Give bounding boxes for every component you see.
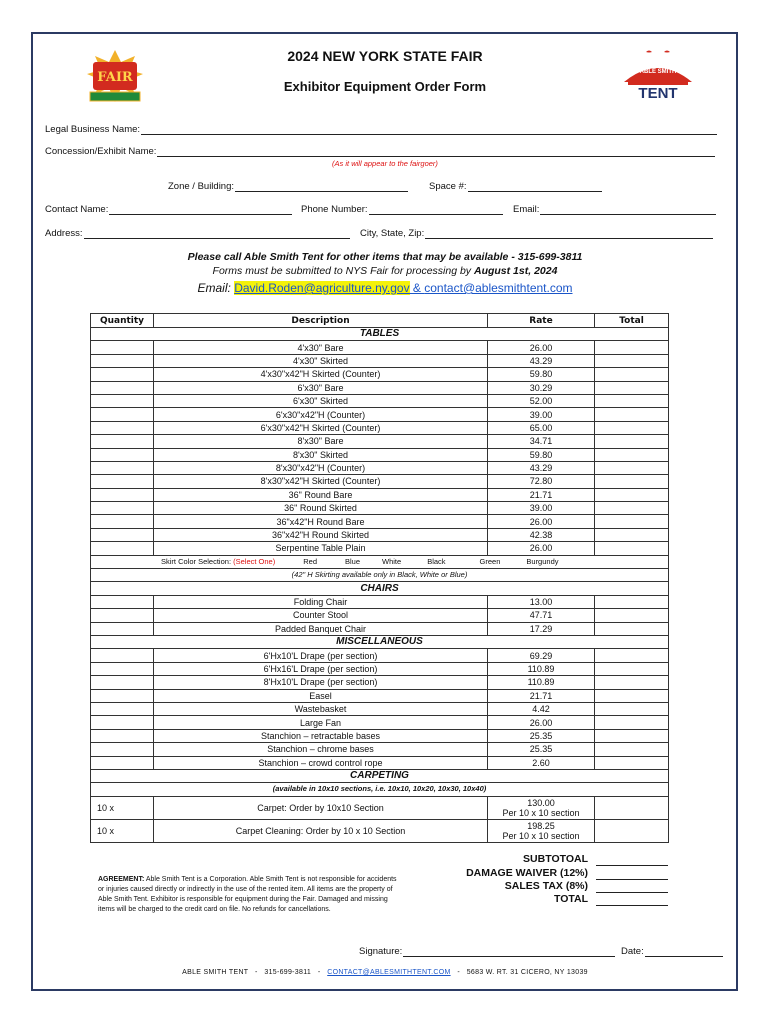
rate-cell: 26.00	[488, 515, 595, 528]
rate-cell: 59.80	[488, 368, 595, 381]
description-cell: 8'x30" Bare	[154, 435, 488, 448]
subtotal-label: SUBTOTOAL	[523, 853, 588, 865]
notice-deadline	[0, 265, 770, 277]
description-cell: Serpentine Table Plain	[154, 542, 488, 555]
quantity-cell[interactable]	[91, 341, 154, 354]
table-row	[91, 461, 669, 474]
phone-field[interactable]	[301, 204, 503, 215]
signature-line[interactable]	[403, 946, 615, 957]
table-row	[91, 676, 669, 689]
waiver-label: DAMAGE WAIVER (12%)	[466, 867, 588, 879]
skirt-color-cell	[91, 555, 669, 568]
carpet-note-row	[91, 783, 669, 796]
rate-cell: 2.60	[488, 756, 595, 769]
chairs-section-title: CHAIRS	[91, 582, 669, 595]
notice-emails	[0, 281, 770, 295]
rate-cell: 4.42	[488, 702, 595, 715]
description-cell: 36" Round Skirted	[154, 502, 488, 515]
email-field[interactable]	[513, 204, 716, 215]
quantity-cell[interactable]	[91, 421, 154, 434]
total-cell[interactable]	[595, 542, 669, 555]
contact-name-field[interactable]	[45, 204, 292, 215]
description-cell: Stanchion – retractable bases	[154, 729, 488, 742]
skirt-note: (42" H Skirting available only in Black, White or Blue)	[91, 569, 669, 582]
concession-note: (As it will appear to the fairgoer)	[332, 159, 438, 168]
total-cell[interactable]	[595, 729, 669, 742]
rate-cell: 39.00	[488, 408, 595, 421]
total-cell[interactable]	[595, 676, 669, 689]
total-cell[interactable]	[595, 622, 669, 635]
contact-name-line[interactable]	[109, 204, 292, 215]
footer-email-link[interactable]: CONTACT@ABLESMITHTENT.COM	[327, 969, 451, 976]
quantity-cell[interactable]	[91, 649, 154, 662]
description-cell: 6'x30" Bare	[154, 381, 488, 394]
rate-cell: 26.00	[488, 716, 595, 729]
total-cell[interactable]	[595, 528, 669, 541]
rate-cell: 13.00	[488, 595, 595, 608]
total-cell[interactable]	[595, 488, 669, 501]
address-field[interactable]	[45, 228, 350, 239]
phone-label: Phone Number:	[301, 204, 368, 215]
total-cell[interactable]	[595, 461, 669, 474]
zone-line[interactable]	[235, 181, 408, 192]
skirt-note-row	[91, 569, 669, 582]
carpet-rate-value: 130.00	[527, 797, 555, 808]
table-row	[91, 689, 669, 702]
carpet-quantity-cell[interactable]: 10 x	[91, 796, 154, 819]
rate-cell: 110.89	[488, 662, 595, 675]
city-label: City, State, Zip:	[360, 228, 425, 239]
skirt-color-select-note: (Select One)	[233, 556, 276, 566]
space-label: Space #:	[429, 181, 467, 192]
footer-sep-3: -	[457, 969, 460, 976]
quantity-cell[interactable]	[91, 542, 154, 555]
table-row	[91, 341, 669, 354]
table-row	[91, 702, 669, 715]
total-cell[interactable]	[595, 502, 669, 515]
table-row	[91, 743, 669, 756]
description-cell: 4'x30" Bare	[154, 341, 488, 354]
quantity-cell[interactable]	[91, 368, 154, 381]
footer-phone: 315-699-3811	[264, 969, 312, 976]
description-cell: 6'x30" Skirted	[154, 394, 488, 407]
order-table	[90, 313, 669, 843]
skirt-color-option-blue[interactable]: Blue	[345, 556, 361, 566]
quantity-cell[interactable]	[91, 756, 154, 769]
rate-cell: 17.29	[488, 622, 595, 635]
table-row	[91, 435, 669, 448]
table-row	[91, 394, 669, 407]
footer-company: ABLE SMITH TENT	[182, 969, 249, 976]
carpet-total-cell[interactable]	[595, 796, 669, 819]
tax-label: SALES TAX (8%)	[504, 880, 588, 892]
quantity-cell[interactable]	[91, 461, 154, 474]
logo-brand-top: ABLE SMITH	[639, 69, 677, 75]
space-field[interactable]	[429, 181, 602, 192]
quantity-cell[interactable]	[91, 595, 154, 608]
description-cell: 6'x30"x42"H Skirted (Counter)	[154, 421, 488, 434]
table-row	[91, 528, 669, 541]
email-line[interactable]	[540, 204, 716, 215]
carpet-description-cell: Carpet Cleaning: Order by 10 x 10 Section	[154, 819, 488, 842]
footer	[0, 969, 770, 976]
tables-section-title: TABLES	[91, 328, 669, 341]
quantity-cell[interactable]	[91, 394, 154, 407]
quantity-cell[interactable]	[91, 702, 154, 715]
email-label: Email:	[513, 204, 540, 215]
total-line[interactable]	[596, 893, 668, 911]
rate-cell: 43.29	[488, 354, 595, 367]
total-cell[interactable]	[595, 381, 669, 394]
email-link-fair[interactable]: David.Roden@agriculture.ny.gov	[234, 281, 410, 295]
total-cell[interactable]	[595, 743, 669, 756]
table-row	[91, 662, 669, 675]
description-cell: Padded Banquet Chair	[154, 622, 488, 635]
description-cell: 8'x30" Skirted	[154, 448, 488, 461]
date-label: Date:	[621, 946, 644, 957]
concession-name-field[interactable]	[45, 146, 715, 157]
address-label: Address:	[45, 228, 83, 239]
skirt-color-option-burgundy[interactable]: Burgundy	[526, 556, 559, 566]
description-cell: Folding Chair	[154, 595, 488, 608]
skirt-color-option-red[interactable]: Red	[303, 556, 317, 566]
total-cell[interactable]	[595, 354, 669, 367]
carpet-rate-cell	[488, 796, 595, 819]
quantity-cell[interactable]	[91, 502, 154, 515]
notice-email-label: Email:	[197, 281, 235, 295]
carpet-quantity-cell[interactable]: 10 x	[91, 819, 154, 842]
header-total: Total	[595, 314, 669, 328]
city-field[interactable]	[360, 228, 713, 239]
description-cell: 4'x30"x42"H Skirted (Counter)	[154, 368, 488, 381]
total-cell[interactable]	[595, 408, 669, 421]
description-cell: Counter Stool	[154, 609, 488, 622]
footer-sep-2: -	[317, 969, 321, 976]
table-row	[91, 515, 669, 528]
notice-deadline-date: August 1st, 2024	[473, 265, 558, 277]
carpet-description-cell: Carpet: Order by 10x10 Section	[154, 796, 488, 819]
table-row	[91, 542, 669, 555]
description-cell: 8'x30"x42"H (Counter)	[154, 461, 488, 474]
quantity-cell[interactable]	[91, 528, 154, 541]
total-cell[interactable]	[595, 368, 669, 381]
carpet-row	[91, 796, 669, 819]
rate-cell: 39.00	[488, 502, 595, 515]
signature-label: Signature:	[359, 946, 403, 957]
total-cell[interactable]	[595, 716, 669, 729]
table-row	[91, 488, 669, 501]
table-row	[91, 448, 669, 461]
rate-cell: 26.00	[488, 341, 595, 354]
skirt-color-option-black[interactable]: Black	[427, 556, 446, 566]
carpet-row	[91, 819, 669, 842]
rate-cell: 52.00	[488, 394, 595, 407]
email-amp: &	[409, 281, 425, 295]
description-cell: Large Fan	[154, 716, 488, 729]
carpet-rate-unit: Per 10 x 10 section	[502, 830, 580, 841]
carpet-rate-value: 198.25	[527, 820, 555, 831]
carpet-rate-unit: Per 10 x 10 section	[502, 807, 580, 818]
description-cell: 4'x30" Skirted	[154, 354, 488, 367]
total-cell[interactable]	[595, 662, 669, 675]
address-line[interactable]	[84, 228, 350, 239]
header-quantity: Quantity	[91, 314, 154, 328]
rate-cell: 47.71	[488, 609, 595, 622]
rate-cell: 65.00	[488, 421, 595, 434]
agreement-label: AGREEMENT:	[98, 876, 145, 883]
agreement-text	[98, 875, 398, 915]
skirt-color-option-green[interactable]: Green	[479, 556, 501, 566]
total-cell[interactable]	[595, 394, 669, 407]
concession-name-line[interactable]	[157, 146, 715, 157]
description-cell: 8'x30"x42"H Skirted (Counter)	[154, 475, 488, 488]
legal-business-name-label: Legal Business Name:	[45, 124, 141, 135]
table-row	[91, 622, 669, 635]
total-cell[interactable]	[595, 609, 669, 622]
table-row	[91, 716, 669, 729]
total-cell[interactable]	[595, 421, 669, 434]
date-line[interactable]	[645, 946, 723, 957]
total-cell[interactable]	[595, 702, 669, 715]
quantity-cell[interactable]	[91, 488, 154, 501]
quantity-cell[interactable]	[91, 662, 154, 675]
rate-cell: 34.71	[488, 435, 595, 448]
quantity-cell[interactable]	[91, 729, 154, 742]
logo-brand-bottom: TENT	[638, 85, 678, 102]
concession-name-label: Concession/Exhibit Name:	[45, 146, 157, 157]
skirt-color-row	[91, 555, 669, 568]
total-cell[interactable]	[595, 435, 669, 448]
description-cell: 6'Hx10'L Drape (per section)	[154, 649, 488, 662]
table-row	[91, 354, 669, 367]
description-cell: 6'x30"x42"H (Counter)	[154, 408, 488, 421]
description-cell: 6'Hx16'L Drape (per section)	[154, 662, 488, 675]
total-cell[interactable]	[595, 649, 669, 662]
zone-label: Zone / Building:	[168, 181, 235, 192]
signature-field[interactable]	[359, 946, 615, 957]
page-subtitle: Exhibitor Equipment Order Form	[283, 79, 487, 94]
legal-business-name-line[interactable]	[141, 124, 717, 135]
table-row	[91, 368, 669, 381]
description-cell: Wastebasket	[154, 702, 488, 715]
table-row	[91, 381, 669, 394]
description-cell: 36"x42"H Round Skirted	[154, 528, 488, 541]
table-row	[91, 421, 669, 434]
header-rate: Rate	[488, 314, 595, 328]
contact-name-label: Contact Name:	[45, 204, 109, 215]
table-header-row	[91, 314, 669, 328]
footer-sep-1: -	[255, 969, 258, 976]
total-cell[interactable]	[595, 515, 669, 528]
quantity-cell[interactable]	[91, 408, 154, 421]
rate-cell: 21.71	[488, 488, 595, 501]
rate-cell: 25.35	[488, 729, 595, 742]
total-label: TOTAL	[553, 893, 588, 905]
quantity-cell[interactable]	[91, 743, 154, 756]
quantity-cell[interactable]	[91, 689, 154, 702]
legal-business-name-field[interactable]	[45, 124, 717, 135]
chairs-section-row	[91, 582, 669, 595]
table-row	[91, 595, 669, 608]
zone-field[interactable]	[168, 181, 408, 192]
quantity-cell[interactable]	[91, 676, 154, 689]
phone-line[interactable]	[369, 204, 503, 215]
tables-section-row	[91, 328, 669, 341]
rate-cell: 72.80	[488, 475, 595, 488]
total-cell[interactable]	[595, 689, 669, 702]
skirt-color-option-white[interactable]: White	[382, 556, 402, 566]
table-row	[91, 729, 669, 742]
skirt-color-label: Skirt Color Selection:	[161, 556, 234, 566]
rate-cell: 43.29	[488, 461, 595, 474]
table-row	[91, 649, 669, 662]
rate-cell: 110.89	[488, 676, 595, 689]
description-cell: 36"x42"H Round Bare	[154, 515, 488, 528]
footer-address: 5683 W. RT. 31 CICERO, NY 13039	[466, 969, 588, 976]
carpet-total-cell[interactable]	[595, 819, 669, 842]
table-row	[91, 756, 669, 769]
description-cell: Stanchion – chrome bases	[154, 743, 488, 756]
quantity-cell[interactable]	[91, 716, 154, 729]
quantity-cell[interactable]	[91, 622, 154, 635]
total-cell[interactable]	[595, 341, 669, 354]
quantity-cell[interactable]	[91, 475, 154, 488]
quantity-cell[interactable]	[91, 609, 154, 622]
total-cell[interactable]	[595, 595, 669, 608]
header-description: Description	[154, 314, 488, 328]
carpet-note: (available in 10x10 sections, i.e. 10x10, 10x20, 10x30, 10x40)	[91, 783, 669, 796]
agreement-body: Able Smith Tent is a Corporation. Able Smith Tent is not responsible for accidents or injuries caused directly or indirectly in the use of the rented item. All items are the property of Able Smith Tent. Exhibitor is responsible for equipment during the Fair. Damaged and missing items will be charged to the credit card on file. No refunds for cancellations.	[98, 876, 397, 913]
quantity-cell[interactable]	[91, 448, 154, 461]
page-title: 2024 NEW YORK STATE FAIR	[287, 48, 483, 64]
email-link-tent[interactable]: contact@ablesmithtent.com	[424, 281, 573, 295]
quantity-cell[interactable]	[91, 515, 154, 528]
total-cell[interactable]	[595, 448, 669, 461]
misc-section-title: MISCELLANEOUS	[91, 635, 669, 648]
table-row	[91, 609, 669, 622]
carpet-rate-cell	[488, 819, 595, 842]
notice-deadline-text: Forms must be submitted to NYS Fair for processing by	[212, 265, 474, 277]
carpet-section-title: CARPETING	[91, 769, 669, 782]
description-cell: 36" Round Bare	[154, 488, 488, 501]
rate-cell: 59.80	[488, 448, 595, 461]
date-field[interactable]	[621, 946, 723, 957]
quantity-cell[interactable]	[91, 435, 154, 448]
table-row	[91, 408, 669, 421]
carpet-section-row	[91, 769, 669, 782]
table-row	[91, 475, 669, 488]
total-cell[interactable]	[595, 475, 669, 488]
svg-text:FAIR: FAIR	[97, 70, 133, 85]
description-cell: Easel	[154, 689, 488, 702]
description-cell: Stanchion – crowd control rope	[154, 756, 488, 769]
space-line[interactable]	[468, 181, 602, 192]
rate-cell: 26.00	[488, 542, 595, 555]
city-line[interactable]	[425, 228, 713, 239]
quantity-cell[interactable]	[91, 354, 154, 367]
quantity-cell[interactable]	[91, 381, 154, 394]
description-cell: 8'Hx10'L Drape (per section)	[154, 676, 488, 689]
rate-cell: 21.71	[488, 689, 595, 702]
misc-section-row	[91, 635, 669, 648]
rate-cell: 25.35	[488, 743, 595, 756]
rate-cell: 42.38	[488, 528, 595, 541]
rate-cell: 30.29	[488, 381, 595, 394]
table-row	[91, 502, 669, 515]
total-cell[interactable]	[595, 756, 669, 769]
notice-call: Please call Able Smith Tent for other items that may be available - 315-699-3811	[187, 251, 583, 263]
rate-cell: 69.29	[488, 649, 595, 662]
